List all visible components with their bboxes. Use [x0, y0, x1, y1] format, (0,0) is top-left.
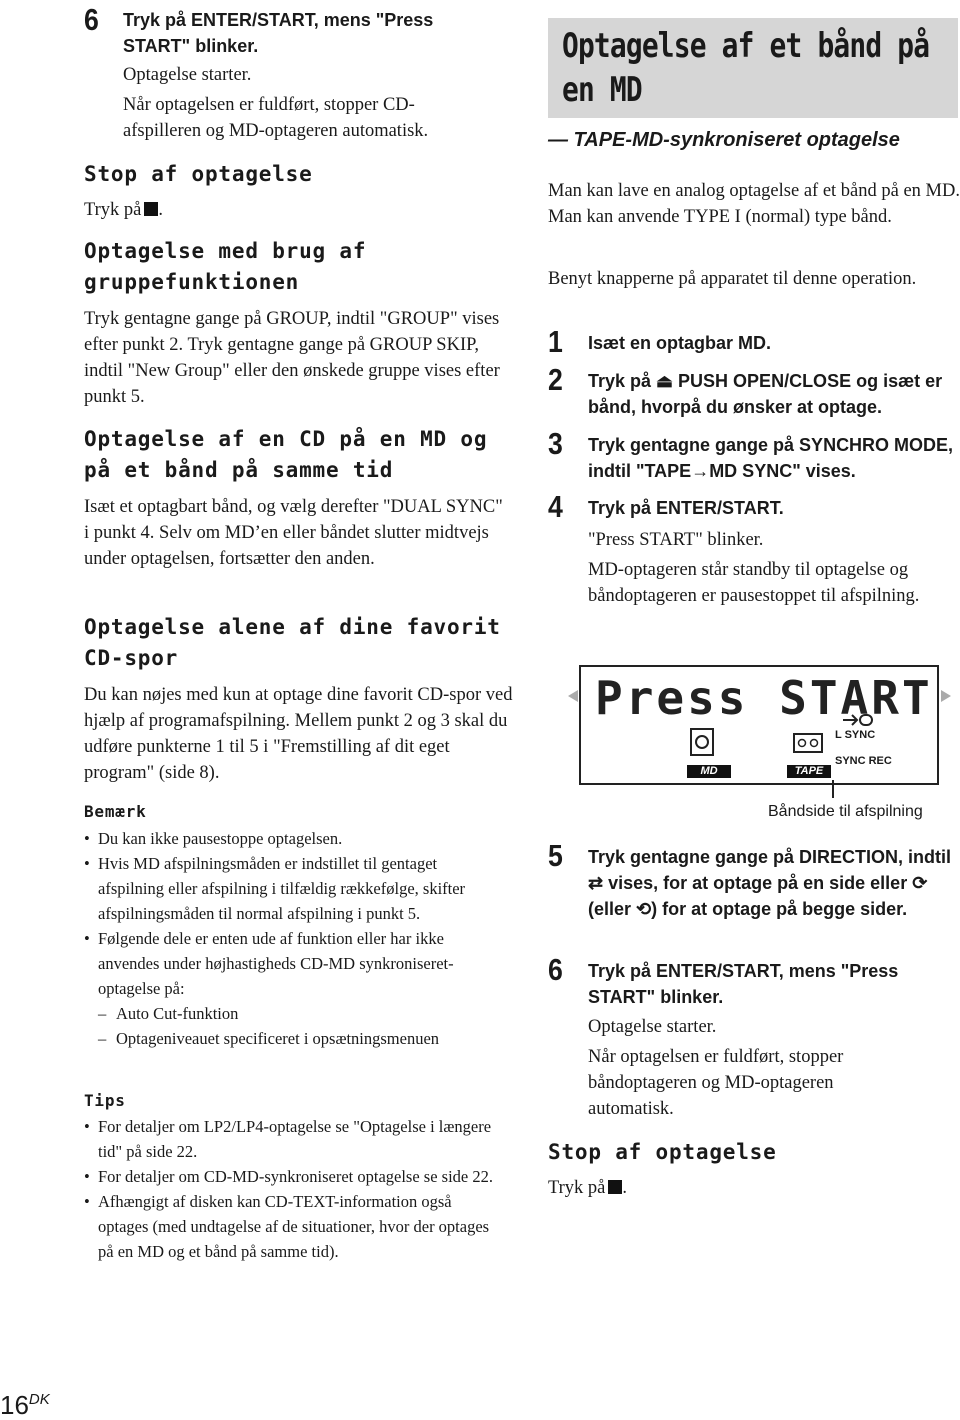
- step-text: Optagelse starter.: [588, 1017, 717, 1037]
- step-heading: Tryk på ⏏ PUSH OPEN/CLOSE og isæt er bånd, hvorpå du ønsker at optage.: [588, 371, 943, 417]
- section-heading: Stop af optagelse: [84, 162, 313, 186]
- page-number: $16^{DK}$: [0, 1390, 50, 1420]
- step-text: MD-optageren står standby til optagelse og båndoptageren er pausestoppet til afspilning.: [588, 560, 920, 606]
- step-number: 3: [548, 426, 563, 461]
- note-item: • Hvis MD afspilningsmåden er indstillet til gentaget afspilning eller afspilning i tilfældig rækkefølge, skifter afspilningsmåden til normal afspilning i punkt 5.: [84, 854, 466, 923]
- display-illustration: [579, 665, 939, 785]
- step-number: 1: [548, 324, 563, 359]
- tape-icon: [793, 733, 823, 753]
- step-heading: Tryk gentagne gange på DIRECTION, indtil ⇄ vises, for at optage på en side eller ⟳ (eller ⟲) for at optage på begge sider.: [588, 847, 952, 919]
- caption-pointer: [832, 780, 834, 798]
- tape-tag: TAPE: [787, 765, 831, 778]
- blink-right-icon: [941, 690, 953, 702]
- step-number: 4: [548, 489, 563, 524]
- note-list: [84, 826, 504, 1051]
- blink-left-icon: [566, 690, 578, 702]
- sync-rec-label: SYNC REC: [835, 755, 892, 767]
- page-subtitle: — TAPE-MD-synkroniseret optagelse: [548, 129, 900, 151]
- stop-text: Tryk på .: [84, 200, 164, 220]
- direction-icon: [839, 713, 875, 727]
- section-heading: Stop af optagelse: [548, 1140, 777, 1164]
- section-heading: Optagelse alene af dine favorit CD-spor: [84, 615, 501, 670]
- note-subitem: – Auto Cut-funktion: [98, 1004, 239, 1023]
- note-heading: Bemærk: [84, 802, 147, 821]
- step-heading: Tryk på ENTER/START, mens "Press START" blinker.: [123, 10, 434, 56]
- step-text: Når optagelsen er fuldført, stopper CD-afspilleren og MD-optageren automatisk.: [123, 95, 429, 141]
- tips-item: • For detaljer om CD-MD-synkroniseret optagelse se side 22.: [84, 1167, 494, 1186]
- step-number: 2: [548, 362, 563, 397]
- intro-text: Man kan lave en analog optagelse af et bånd på en MD. Man kan anvende TYPE I (normal) type bånd.: [548, 181, 960, 227]
- stop-text: Tryk på .: [548, 1178, 628, 1198]
- l-sync-label: L SYNC: [835, 729, 876, 741]
- display-text: Press START: [595, 671, 933, 725]
- step-heading: Tryk gentagne gange på SYNCHRO MODE, indtil "TAPE→MD SYNC" vises.: [588, 435, 954, 481]
- step-heading: Tryk på ENTER/START, mens "Press START" blinker.: [588, 961, 899, 1007]
- step-text: "Press START" blinker.: [588, 530, 764, 550]
- md-icon: [689, 727, 717, 759]
- intro-text: Benyt knapperne på apparatet til denne operation.: [548, 269, 917, 289]
- note-item: • Du kan ikke pausestoppe optagelsen.: [84, 829, 343, 848]
- step-text: Når optagelsen er fuldført, stopper båndoptageren og MD-optageren automatisk.: [588, 1047, 844, 1119]
- step-heading: Tryk på ENTER/START.: [588, 498, 784, 518]
- tips-item: • Afhængigt af disken kan CD-TEXT-information også optages (med undtagelse af de situationer, hvor der optages på en MD og et bånd på samme tid).: [84, 1192, 490, 1261]
- section-heading: Optagelse af en CD på en MD og på et bånd på samme tid: [84, 427, 488, 482]
- note-item: • Følgende dele er enten ude af funktion eller har ikke anvendes under højhastigheds CD-MD synkroniseret-optagelse på:: [84, 929, 454, 998]
- stop-icon: [608, 1180, 622, 1194]
- step-number: 5: [548, 838, 563, 873]
- tips-heading: Tips: [84, 1091, 126, 1110]
- stop-icon: [144, 202, 158, 216]
- tips-list: [84, 1114, 504, 1264]
- step-number: 6: [548, 952, 563, 987]
- md-tag: MD: [687, 765, 731, 778]
- step-text: Optagelse starter.: [123, 65, 252, 85]
- step-number: 6: [84, 2, 99, 37]
- section-text: Du kan nøjes med kun at optage dine favorit CD-spor ved hjælp af programafspilning. Mellem punkt 2 og 3 skal du udføre punkterne 1 til 5 i "Fremstilling af dit eget program" (side 8).: [84, 685, 513, 783]
- title-box: [548, 18, 958, 118]
- display-caption: Båndside til afspilning: [768, 803, 923, 820]
- note-subitem: – Optageniveauet specificeret i opsætningsmenuen: [98, 1029, 440, 1048]
- tips-item: • For detaljer om LP2/LP4-optagelse se "Optagelse i længere tid" på side 22.: [84, 1117, 492, 1161]
- section-text: Tryk gentagne gange på GROUP, indtil "GROUP" vises efter punkt 2. Tryk gentagne gange på GROUP SKIP, indtil "New Group" eller den ønskede gruppe vises efter punkt 5.: [84, 309, 500, 407]
- section-heading: Optagelse med brug af gruppefunktionen: [84, 239, 367, 294]
- section-text: Isæt et optagbart bånd, og vælg derefter "DUAL SYNC" i punkt 4. Selv om MD’en eller båndet slutter midtvejs under optagelsen, fortsætter den anden.: [84, 497, 503, 569]
- step-heading: Isæt en optagbar MD.: [588, 333, 772, 353]
- page-title: Optagelse af et bånd på en MD: [562, 26, 930, 110]
